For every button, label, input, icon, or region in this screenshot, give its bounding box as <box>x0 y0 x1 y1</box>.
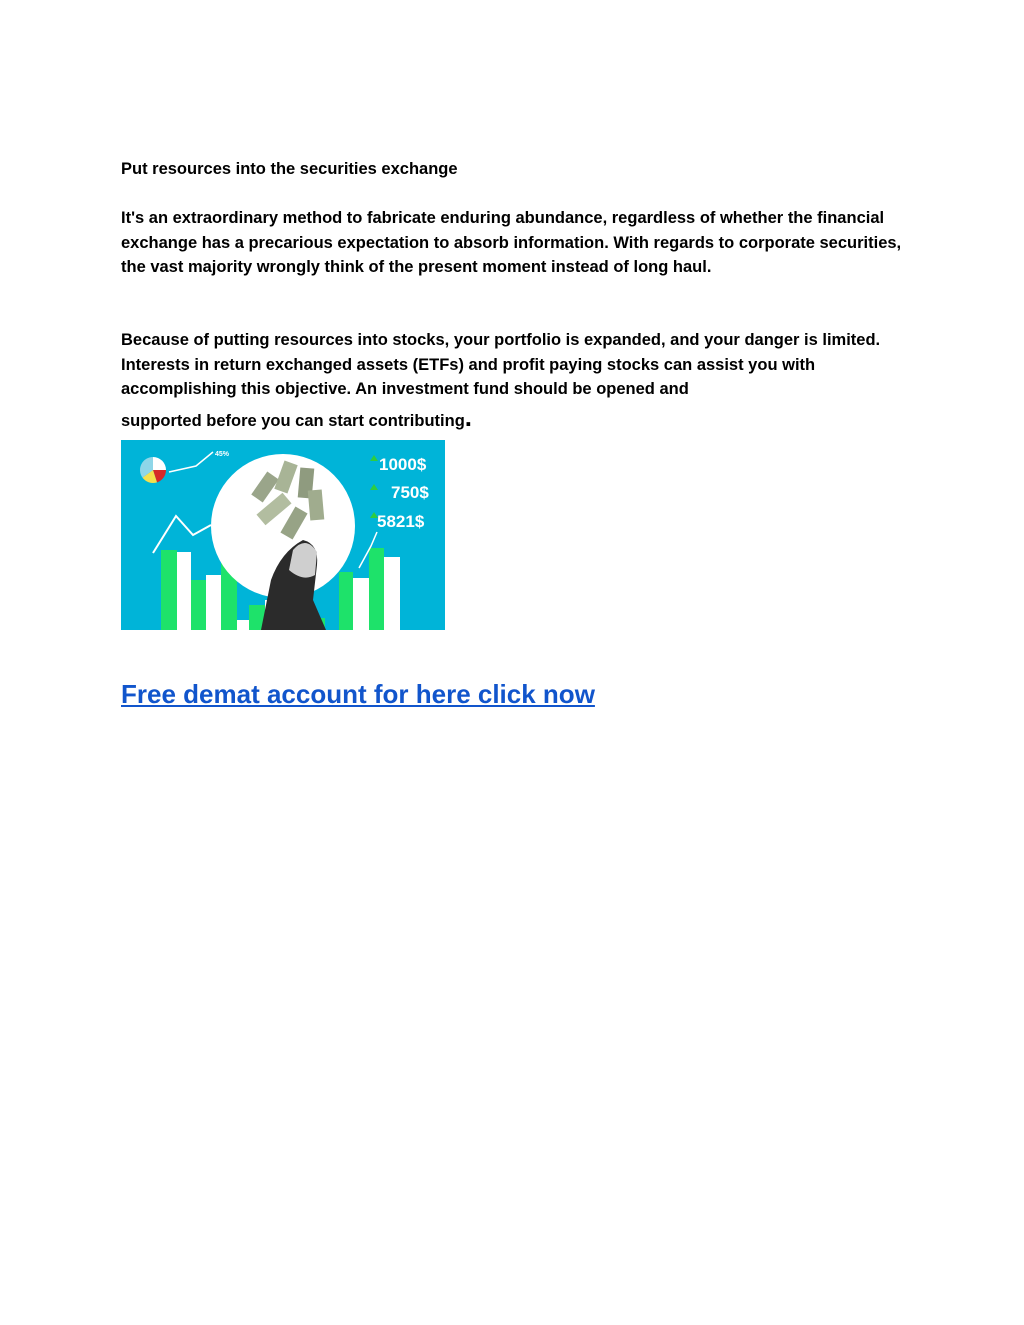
bar <box>384 557 400 630</box>
investment-illustration-svg <box>121 440 445 630</box>
bar <box>237 620 249 630</box>
bar <box>369 548 384 630</box>
bar <box>161 550 177 630</box>
free-demat-account-link[interactable]: Free demat account for here click now <box>121 679 595 709</box>
bar <box>191 580 206 630</box>
paragraph-intro: It's an extraordinary method to fabricate enduring abundance, regardless of whether the financial exchange has a precarious expectation to absorb information. With regards to corporate securities, the vast majority wrongly think of the present moment instead of long haul. <box>121 209 902 276</box>
amount-1: 1000$ <box>379 455 427 474</box>
paragraph-stocks-period: . <box>464 401 473 432</box>
bar <box>206 575 221 630</box>
amount-2: 750$ <box>391 483 429 502</box>
bar <box>177 552 191 630</box>
paragraph-stocks <box>121 328 911 433</box>
bar <box>353 578 369 630</box>
amount-3: 5821$ <box>377 512 425 531</box>
document-heading: Put resources into the securities exchange <box>121 160 458 178</box>
percent-label: 45% <box>215 451 230 458</box>
paragraph-stocks-body: Because of putting resources into stocks, your portfolio is expanded, and your danger is limited. Interests in return exchanged assets (ETFs) and profit paying stocks can assist you with accomplishing this objective. An investment fund should be opened and <box>121 331 881 398</box>
investment-illustration <box>121 440 445 630</box>
bar <box>339 572 353 630</box>
paragraph-stocks-last-line <box>121 401 473 434</box>
paragraph-stocks-last-text: supported before you can start contributing <box>121 411 465 430</box>
